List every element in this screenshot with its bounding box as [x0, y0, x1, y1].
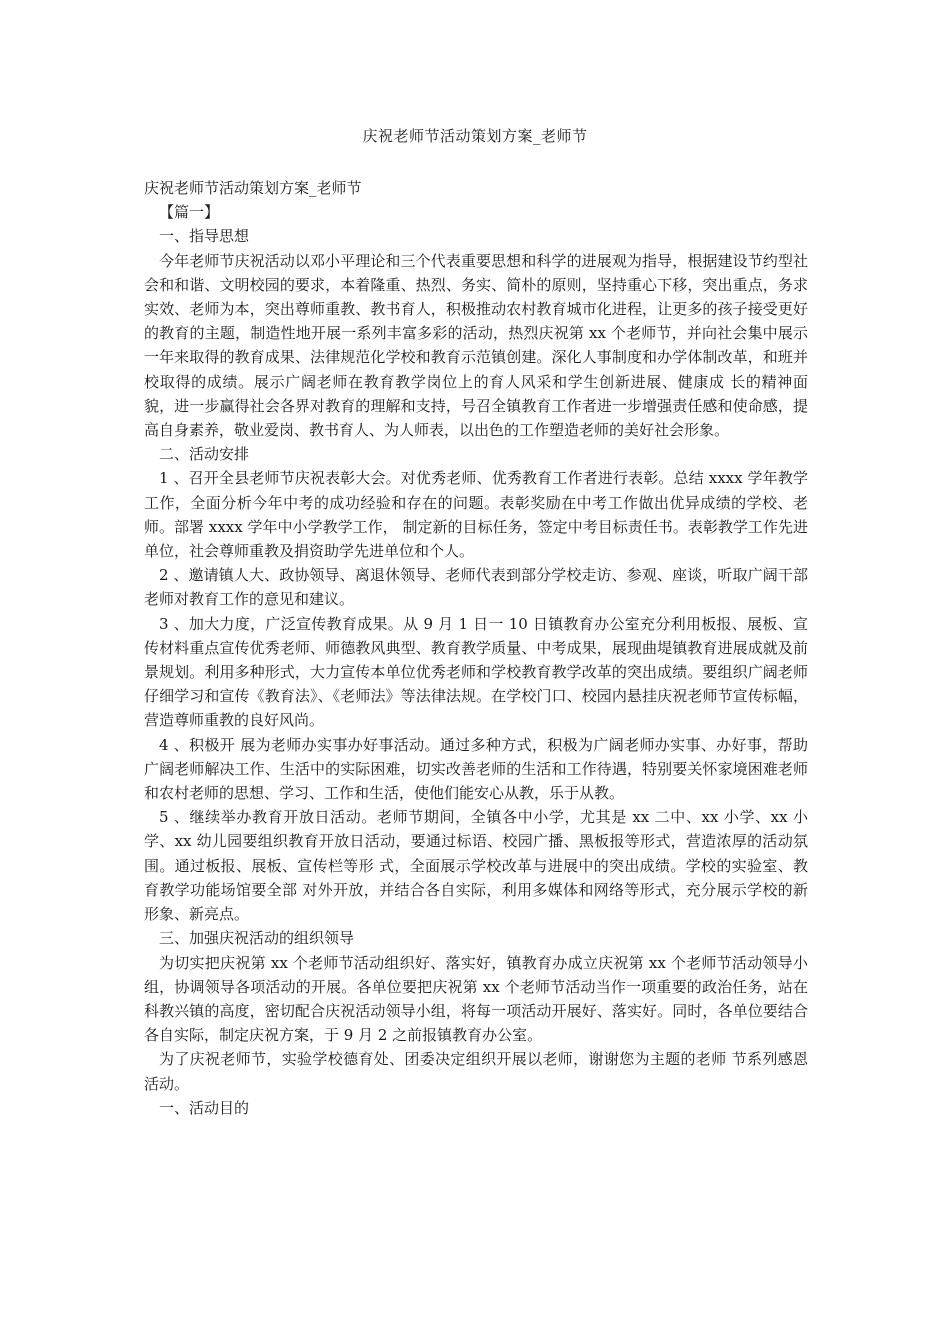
document-subtitle: 庆祝老师节活动策划方案_老师节	[144, 179, 362, 197]
paragraph: 为了庆祝老师节，实验学校德育处、团委决定组织开展以老师，谢谢您为主题的老师 节系列感恩活动。	[144, 1050, 808, 1093]
paragraph: 为切实把庆祝第 xx 个老师节活动组织好、落实好，镇教育办成立庆祝第 xx 个老师节活动领导小组，协调领导各项活动的开展。各单位要把庆祝第 xx 个老师节活动当作一项重要的政治任务，站在科教兴镇的高度，密切配合庆祝活动领导小组，将每一项活动开展好、落实好。同时，各单位要结合各自实际，制定庆祝方案，于 9 月 2 之前报镇教育办公室。	[144, 953, 808, 1045]
paragraph: 4 、积极开 展为老师办实事办好事活动。通过多种方式，积极为广阔老师办实事、办好事，帮助广阔老师解决工作、生活中的实际困难，切实改善老师的生活和工作待遇，特别要关怀家境困难老师和农村老师的思想、学习、工作和生活，使他们能安心从教，乐于从教。	[144, 735, 808, 803]
document-body	[144, 176, 808, 1120]
section-heading-activity-arrangement: 二、活动安排	[159, 445, 250, 464]
part-label: 【篇一】	[159, 203, 220, 222]
paragraph: 5 、继续举办教育开放日活动。老师节期间，全镇各中小学，尤其是 xx 二中、xx 小学、xx 小学、xx 幼儿园要组织教育开放日活动，要通过标语、校园广播、黑板报等形式，营造浓厚的活动氛围。通过板报、展板、宣传栏等形 式，全面展示学校改革与进展中的突出成绩。学校的实验室、教育教学功能场馆要全部 对外开放，并结合各自实际，利用多媒体和网络等形式，充分展示学校的新形象、新亮点。	[144, 808, 808, 924]
section-heading-organization: 三、加强庆祝活动的组织领导	[159, 929, 355, 948]
section-heading-guiding-ideology: 一、指导思想	[159, 227, 250, 246]
paragraph: 3 、加大力度，广泛宣传教育成果。从 9 月 1 日一 10 日镇教育办公室充分利用板报、展板、宣传材料重点宣传优秀老师、师德教风典型、教育教学质量、中考成果，展现曲堤镇教育进展成就及前景规划。利用多种形式，大力宣传本单位优秀老师和学校教育教学改革的突出成绩。要组织广阔老师仔细学习和宣传《教育法》、《老师法》等法律法规。在学校门口、校园内悬挂庆祝老师节宣传标幅，营造尊师重教的良好风尚。	[144, 614, 808, 730]
paragraph: 今年老师节庆祝活动以邓小平理论和三个代表重要思想和科学的进展观为指导，根据建设节约型社会和和谐、文明校园的要求，本着隆重、热烈、务实、简朴的原则，坚持重心下移，突出重点，务求实效、老师为本，突出尊师重教、教书育人，积极推动农村教育城市化进程，让更多的孩子接受更好的教育的主题，制造性地开展一系列丰富多彩的活动，热烈庆祝第 xx 个老师节，并向社会集中展示一年来取得的教育成果、法律规范化学校和教育示范镇创建。深化人事制度和办学体制改革，和班并校取得的成绩。展示广阔老师在教育教学岗位上的育人风采和学生创新进展、健康成 长的精神面貌，进一步赢得社会各界对教育的理解和支持，号召全镇教育工作者进一步增强责任感和使命感，提高自身素养，敬业爱岗、教书育人、为人师表，以出色的工作塑造老师的美好社会形象。	[144, 251, 808, 440]
paragraph: 1 、召开全县老师节庆祝表彰大会。对优秀老师、优秀教育工作者进行表彰。总结 xxxx 学年教学工作，全面分析今年中考的成功经验和存在的问题。表彰奖励在中考工作做出优异成绩的学校、老师。部署 xxxx 学年中小学教学工作， 制定新的目标任务，签定中考目标责任书。表彰教学工作先进单位，社会尊师重教及捐资助学先进单位和个人。	[144, 469, 808, 561]
section-heading-activity-purpose: 一、活动目的	[159, 1098, 250, 1117]
paragraph: 2 、邀请镇人大、政协领导、离退休领导、老师代表到部分学校走访、参观、座谈，听取广阔干部老师对教育工作的意见和建议。	[144, 566, 808, 609]
document-title: 庆祝老师节活动策划方案_老师节	[362, 127, 588, 145]
